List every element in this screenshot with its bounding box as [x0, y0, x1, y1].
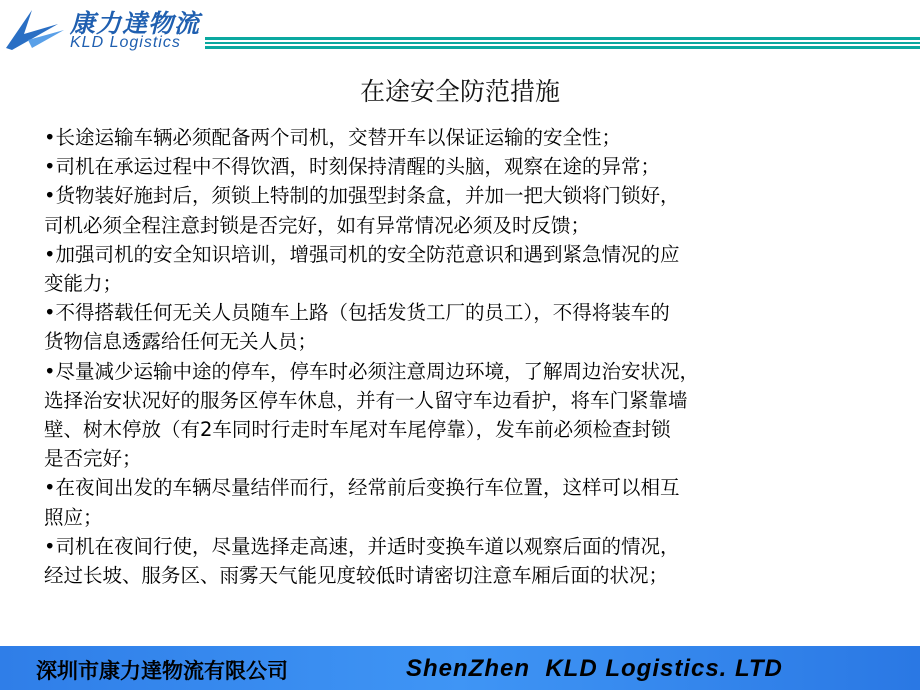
company-logo — [0, 0, 230, 62]
list-item: •在夜间出发的车辆尽量结伴而行，经常前后变换行车位置，这样可以相互 照应； — [44, 476, 680, 529]
footer-company-en: ShenZhen KLD Logistics. LTD — [406, 655, 783, 682]
footer-company-cn: 深圳市康力達物流有限公司 — [36, 659, 288, 683]
logo-chinese-name: 康力達物流 — [70, 9, 201, 38]
slide-title: 在途安全防范措施 — [359, 77, 560, 106]
list-item: •货物装好施封后，须锁上特制的加强型封条盒，并加一把大锁将门锁好， 司机必须全程注意封锁是否完好，如有异常情况必须及时反馈； — [44, 184, 680, 237]
list-item: •司机在承运过程中不得饮酒，时刻保持清醒的头脑，观察在途的异常； — [44, 155, 661, 179]
header-divider-lines — [205, 37, 920, 53]
safety-measures-list — [44, 123, 914, 590]
logo-wing-icon — [2, 4, 66, 52]
footer-bar — [0, 646, 920, 690]
list-item: •司机在夜间行使，尽量选择走高速，并适时变换车道以观察后面的情况， 经过长坡、服务区、雨雾天气能见度较低时请密切注意车厢后面的状况； — [44, 534, 680, 588]
list-item: •不得搭载任何无关人员随车上路（包括发货工厂的员工），不得将装车的 货物信息透露给任何无关人员； — [44, 301, 670, 354]
logo-english-name: KLD Logistics — [70, 34, 181, 51]
list-item: •加强司机的安全知识培训，增强司机的安全防范意识和遇到紧急情况的应 变能力； — [44, 242, 680, 296]
list-item: •尽量减少运输中途的停车，停车时必须注意周边环境，了解周边治安状况， 选择治安状况好的服务区停车休息，并有一人留守车边看护，将车门紧靠墙 壁、树木停放（有2车同时行走时车尾对车尾停靠），发车前必须检查封锁 是否完好； — [44, 359, 700, 471]
list-item: •长途运输车辆必须配备两个司机，交替开车以保证运输的安全性； — [44, 126, 622, 149]
